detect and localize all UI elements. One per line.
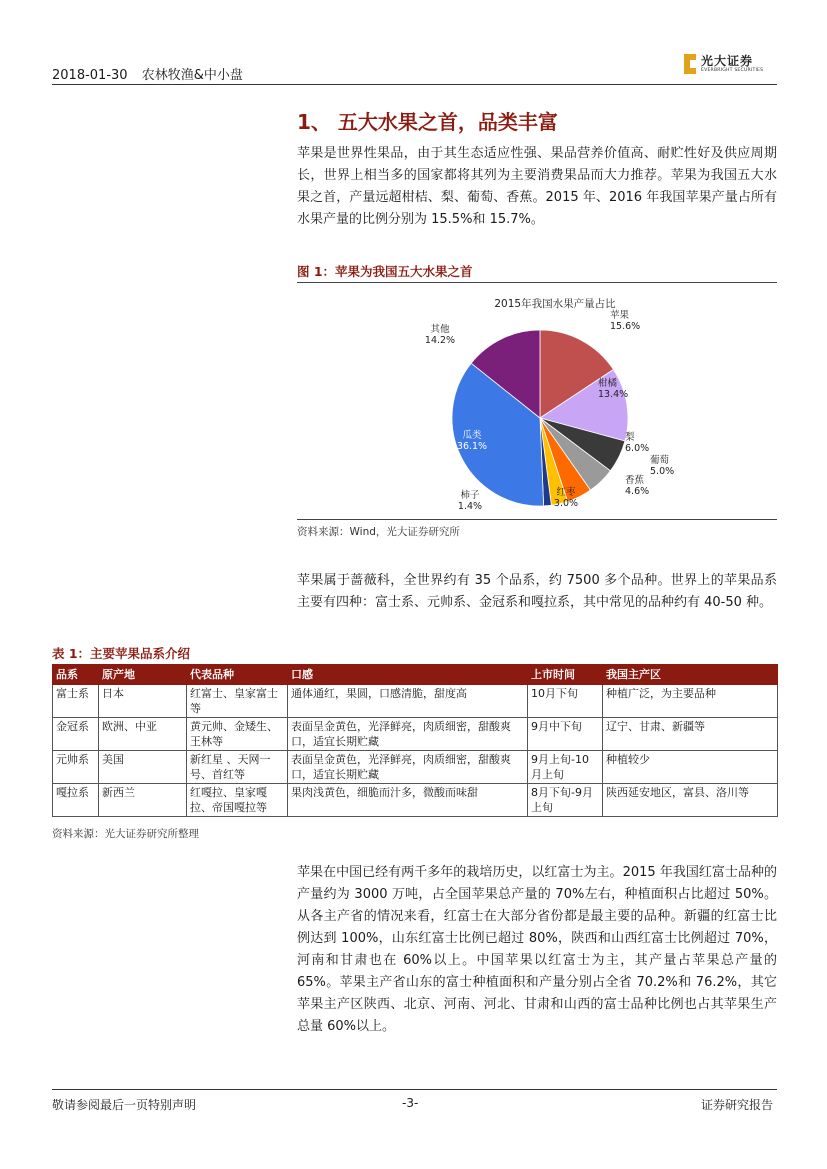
table-cell: 9月中下旬 xyxy=(528,718,603,751)
slice-value-label: 14.2% xyxy=(424,335,456,346)
slice-value-label: 4.6% xyxy=(625,486,650,497)
report-category: 农林牧渔&中小盘 xyxy=(141,68,243,83)
table-cell: 红嘎拉、皇家嘎拉、帝国嘎拉等 xyxy=(187,784,288,817)
brand-name-cn: 光大证券 xyxy=(701,54,754,68)
varieties-table xyxy=(52,664,778,817)
figure-bottom-rule xyxy=(297,519,777,520)
table-cell: 日本 xyxy=(99,685,187,718)
footer-doc-type: 证券研究报告 xyxy=(701,1098,774,1112)
paragraph-varieties: 苹果属于蔷薇科，全世界约有 35 个品系，约 7500 多个品种。世界上的苹果品系主要有四种：富士系、元帅系、金冠系和嘎拉系，其中常见的品种约有 40-50 种。 xyxy=(297,573,777,610)
figure-top-rule xyxy=(297,282,777,283)
table-cell: 表面呈金黄色，光泽鲜亮，肉质细密，甜酸爽口，适宜长期贮藏 xyxy=(288,718,528,751)
slice-label: 梨 xyxy=(625,432,635,443)
table-cell: 黄元帅、金矮生、王林等 xyxy=(187,718,288,751)
slice-value-label: 13.4% xyxy=(598,389,629,400)
table-header-cell: 品系 xyxy=(53,665,99,685)
header-meta xyxy=(52,64,253,83)
slice-label: 红枣 xyxy=(556,487,576,498)
slice-label: 其他 xyxy=(430,324,450,335)
pie-chart xyxy=(420,290,690,518)
table-cell: 新红星 、天网一号、首红等 xyxy=(187,751,288,784)
table-cell: 种植广泛，为主要品种 xyxy=(603,685,778,718)
table-cell: 10月下旬 xyxy=(528,685,603,718)
table-header-cell: 代表品种 xyxy=(187,665,288,685)
page-number: -3- xyxy=(402,1096,419,1110)
footer-divider xyxy=(52,1089,777,1090)
slice-value-label: 15.6% xyxy=(610,321,641,332)
table-source: 资料来源：光大证券研究所整理 xyxy=(52,828,199,840)
slice-value-label: 36.1% xyxy=(456,441,488,452)
table-cell: 美国 xyxy=(99,751,187,784)
table-cell: 红富士、皇家富士等 xyxy=(187,685,288,718)
table-cell: 陕西延安地区，富县、洛川等 xyxy=(603,784,778,817)
slice-label: 葡萄 xyxy=(650,455,670,466)
slice-label: 柑橘 xyxy=(598,378,618,389)
slice-value-label: 1.4% xyxy=(457,501,483,512)
brand-logo-icon xyxy=(684,54,696,74)
chart-title: 2015年我国水果产量占比 xyxy=(494,298,616,310)
table-cell: 富士系 xyxy=(53,685,99,718)
table-cell: 通体通红，果圆，口感清脆，甜度高 xyxy=(288,685,528,718)
table-header-cell: 上市时间 xyxy=(528,665,603,685)
table-cell: 金冠系 xyxy=(53,718,99,751)
report-date: 2018-01-30 xyxy=(52,68,128,83)
slice-value-label: 5.0% xyxy=(650,466,675,477)
section-title: 1、 五大水果之首，品类丰富 xyxy=(297,110,558,134)
table-row xyxy=(53,685,778,718)
table-header-cell: 原产地 xyxy=(99,665,187,685)
slice-value-label: 6.0% xyxy=(625,443,650,454)
table-header-row xyxy=(53,665,778,685)
table-cell: 9月上旬-10月上旬 xyxy=(528,751,603,784)
table-cell: 辽宁、甘肃、新疆等 xyxy=(603,718,778,751)
slice-value-label: 3.0% xyxy=(553,498,579,509)
figure-title: 图 1：苹果为我国五大水果之首 xyxy=(297,264,473,279)
table-cell: 果肉浅黄色，细脆而汁多，微酸而味甜 xyxy=(288,784,528,817)
table-cell: 8月下旬-9月上旬 xyxy=(528,784,603,817)
header-divider xyxy=(52,84,777,85)
table-cell: 表面呈金黄色，光泽鲜亮，肉质细密，甜酸爽口，适宜长期贮藏 xyxy=(288,751,528,784)
slice-label: 柿子 xyxy=(460,490,480,501)
table-cell: 元帅系 xyxy=(53,751,99,784)
slice-label: 瓜类 xyxy=(462,430,482,441)
table-cell: 新西兰 xyxy=(99,784,187,817)
slice-label: 苹果 xyxy=(610,310,630,321)
table-row xyxy=(53,784,778,817)
table-row xyxy=(53,751,778,784)
figure-source: 资料来源：Wind，光大证券研究所 xyxy=(297,526,460,538)
table-cell: 种植较少 xyxy=(603,751,778,784)
table-cell: 嘎拉系 xyxy=(53,784,99,817)
slice-label: 香蕉 xyxy=(625,475,645,486)
brand-logo xyxy=(684,52,780,78)
footer-disclaimer: 敬请参阅最后一页特别声明 xyxy=(52,1098,197,1112)
paragraph-fuji: 苹果在中国已经有两千多年的栽培历史，以红富士为主。2015 年我国红富士品种的产量约为 3000 万吨，占全国苹果总产量的 70%左右，种植面积占比超过 50%。从各主产省的情况来看，红富士在大部分省份都是最主要的品种。新疆的红富士比例达到 100%，山东红富士比例已超过 80%，陕西和山西红富士比例超过 70%，河南和甘肃也在 60%以上。中国苹果以红富士为主，其产量占苹果总产量的 65%。苹果主产省山东的富士种植面积和产量分别占全省 70.2%和 76.2%，其它苹果主产区陕西、北京、河南、河北、甘肃和山西的富士品种比例也占其苹果生产总量 60%以上。 xyxy=(297,865,777,1034)
paragraph-intro: 苹果是世界性果品，由于其生态适应性强、果品营养价值高、耐贮性好及供应周期长，世界上相当多的国家都将其列为主要消费果品而大力推荐。苹果为我国五大水果之首，产量远超柑桔、梨、葡萄、香蕉。2015 年、2016 年我国苹果产量占所有水果产量的比例分别为 15.5%和 15.7%。 xyxy=(297,146,777,227)
table-cell: 欧洲、中亚 xyxy=(99,718,187,751)
table-title: 表 1：主要苹果品系介绍 xyxy=(52,646,191,661)
table-header-cell: 我国主产区 xyxy=(603,665,778,685)
brand-name-en: EVERBRIGHT SECURITIES xyxy=(701,68,764,73)
table-header-cell: 口感 xyxy=(288,665,528,685)
table-row xyxy=(53,718,778,751)
